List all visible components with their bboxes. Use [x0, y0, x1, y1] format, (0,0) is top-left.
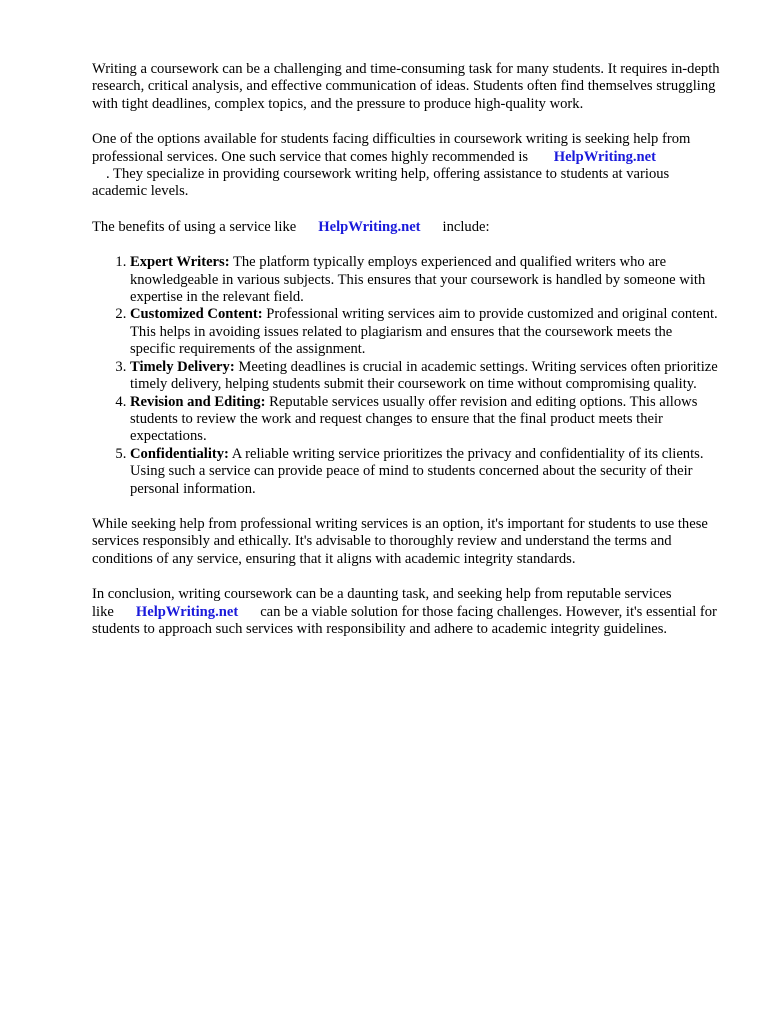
list-item [130, 359, 720, 394]
benefit-term: Timely Delivery: [130, 358, 235, 375]
helpwriting-link[interactable]: HelpWriting.net [553, 148, 657, 165]
benefit-text: The platform typically employs experienced and qualified writers who are knowledgeable in various subjects. This ensures that your coursework is handled by someone with expertise in the relevant field. [130, 254, 706, 306]
benefits-intro-after: include: [442, 218, 490, 235]
options-text-before: One of the options available for students facing difficulties in coursework writing is seeking help from professional services. One such service that comes highly recommended is [92, 131, 691, 165]
benefit-text: Meeting deadlines is crucial in academic settings. Writing services often prioritize timely delivery, helping students submit their coursework on time without compromising quality. [130, 358, 718, 393]
benefits-intro-before: The benefits of using a service like [92, 218, 297, 235]
list-item [130, 394, 720, 446]
benefits-list [92, 254, 720, 498]
list-item [130, 254, 720, 306]
list-item [130, 446, 720, 498]
options-paragraph [92, 131, 720, 201]
helpwriting-link[interactable]: HelpWriting.net [135, 603, 239, 620]
conclusion-before: In conclusion, writing coursework can be a daunting task, and seeking help from reputable services like [92, 586, 672, 620]
conclusion-after: can be a viable solution for those facing challenges. However, it's essential for students to approach such services with responsibility and adhere to academic integrity guidelines. [92, 603, 717, 637]
options-text-after: . They specialize in providing coursework writing help, offering assistance to students at various academic levels. [92, 166, 670, 200]
helpwriting-link[interactable]: HelpWriting.net [318, 218, 421, 235]
benefit-term: Customized Content: [130, 306, 263, 323]
benefit-text: Reputable services usually offer revision and editing options. This allows students to review the work and request changes to ensure that the final product meets their expectations. [130, 393, 698, 445]
list-item [130, 306, 720, 358]
benefit-text: Professional writing services aim to provide customized and original content. This helps in avoiding issues related to plagiarism and ensures that the coursework meets the specific requirements of the assignment. [130, 306, 718, 358]
document-page [92, 61, 720, 656]
caution-paragraph: While seeking help from professional writing services is an option, it's important for students to use these services responsibly and ethically. It's advisable to thoroughly review and understand the terms and conditions of any service, ensuring that it aligns with academic integrity standards. [92, 515, 708, 567]
intro-paragraph: Writing a coursework can be a challenging and time-consuming task for many students. It requires in-depth research, critical analysis, and effective communication of ideas. Students often find themselves struggling with tight deadlines, complex topics, and the pressure to produce high-quality work. [92, 61, 720, 112]
benefit-term: Expert Writers: [130, 254, 230, 271]
benefit-term: Confidentiality: [130, 445, 229, 462]
benefits-intro-paragraph [92, 219, 720, 236]
benefit-text: A reliable writing service prioritizes the privacy and confidentiality of its clients. Using such a service can provide peace of mind to students concerned about the security of their personal information. [130, 445, 704, 497]
benefit-term: Revision and Editing: [130, 393, 266, 410]
conclusion-paragraph [92, 586, 720, 638]
